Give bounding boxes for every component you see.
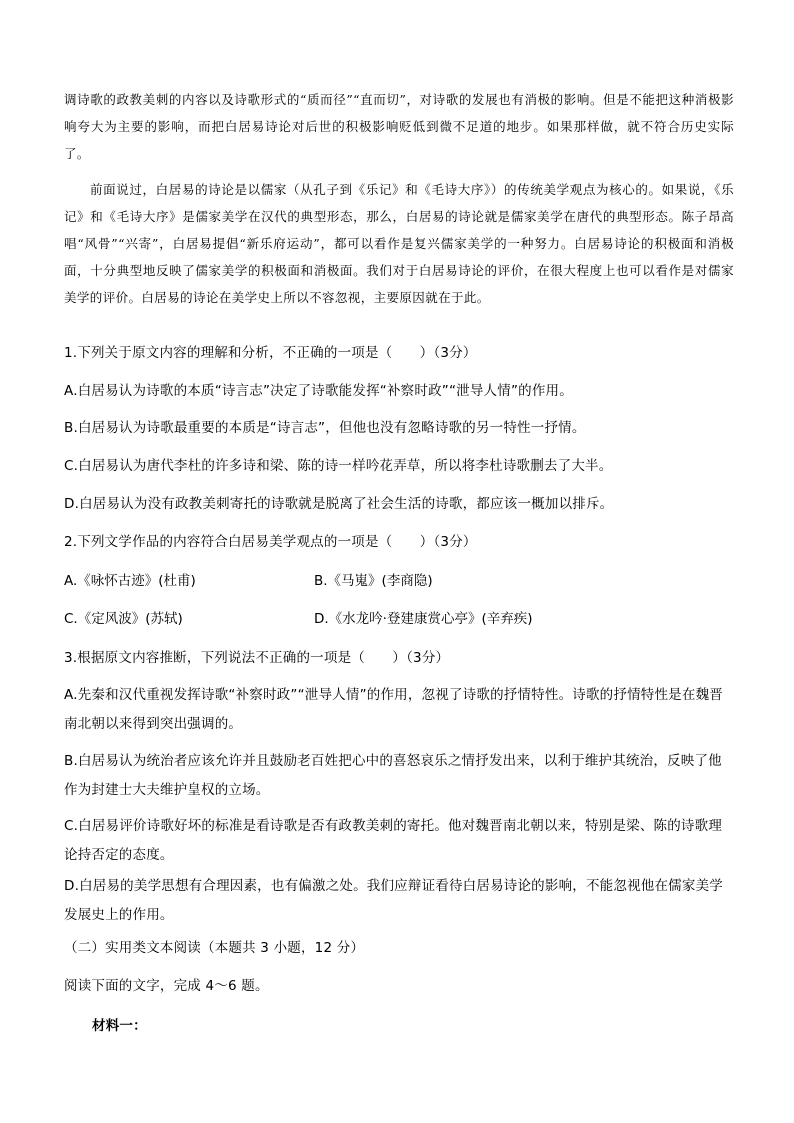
question-1-option-d: D.白居易认为没有政教美刺寄托的诗歌就是脱离了社会生活的诗歌，都应该一概加以排斥。 xyxy=(64,496,614,512)
passage-paragraph-1: 调诗歌的政教美刺的内容以及诗歌形式的“质而径”“直而切”，对诗歌的发展也有消极的影响。但是不能把这种消极影响夸大为主要的影响，而把白居易诗论对后世的积极影响贬低到微不足道的地步。如果那样做，就不符合历史实际了。 xyxy=(64,92,734,161)
question-1-option-a: A.白居易认为诗歌的本质“诗言志”决定了诗歌能发挥“补察时政”“泄导人情”的作用。 xyxy=(64,383,573,399)
question-2-option-c: C.《定风波》(苏轼) xyxy=(64,611,183,627)
question-2-stem: 2.下列文学作品的内容符合白居易美学观点的一项是（ ）（3分） xyxy=(64,534,477,550)
material-one-label: 材料一： xyxy=(92,1018,147,1034)
question-3-option-a: A.先秦和汉代重视发挥诗歌“补察时政”“泄导人情”的作用，忽视了诗歌的抒情特性。诗歌的抒情特性是在魏晋南北朝以来得到突出强调的。 xyxy=(64,687,723,732)
section-2-heading: （二）实用类文本阅读（本题共 3 小题，12 分） xyxy=(64,940,365,956)
section-2-instruction: 阅读下面的文字，完成 4～6 题。 xyxy=(64,978,269,994)
question-3-option-b: B.白居易认为统治者应该允许并且鼓励老百姓把心中的喜怒哀乐之情抒发出来，以利于维护其统治，反映了他作为封建士大夫维护皇权的立场。 xyxy=(64,753,722,798)
question-2-option-d: D.《水龙吟·登建康赏心亭》(辛弃疾) xyxy=(314,611,533,627)
question-2-option-b: B.《马嵬》(李商隐) xyxy=(314,573,433,589)
question-1-option-c: C.白居易认为唐代李杜的许多诗和梁、陈的诗一样吟花弄草，所以将李杜诗歌删去了大半。 xyxy=(64,458,613,474)
question-3-option-c: C.白居易评价诗歌好坏的标准是看诗歌是否有政教美刺的寄托。他对魏晋南北朝以来，特别是梁、陈的诗歌理论持否定的态度。 xyxy=(64,818,723,863)
question-3-option-d: D.白居易的美学思想有合理因素，也有偏激之处。我们应辩证看待白居易诗论的影响，不能忽视他在儒家美学发展史上的作用。 xyxy=(64,878,723,923)
question-2-option-a: A.《咏怀古迹》(杜甫) xyxy=(64,573,196,589)
question-3-stem: 3.根据原文内容推断，下列说法不正确的一项是（ ）（3分） xyxy=(64,650,450,666)
passage-paragraph-2: 前面说过，白居易的诗论是以儒家（从孔子到《乐记》和《毛诗大序》）的传统美学观点为核心的。如果说，《乐记》和《毛诗大序》是儒家美学在汉代的典型形态，那么，白居易的诗论就是儒家美学在唐代的典型形态。陈子昂高唱“风骨”“兴寄”，白居易提倡“新乐府运动”，都可以看作是复兴儒家美学的一种努力。白居易诗论的积极面和消极面，十分典型地反映了儒家美学的积极面和消极面。我们对于白居易诗论的评价，在很大程度上也可以看作是对儒家美学的评价。白居易的诗论在美学史上所以不容忽视，主要原因就在于此。 xyxy=(64,182,734,305)
question-2-options-row-2 xyxy=(64,609,734,629)
question-1-stem: 1.下列关于原文内容的理解和分析，不正确的一项是（ ）（3分） xyxy=(64,345,477,361)
question-2-options-row-1 xyxy=(64,571,734,591)
question-1-option-b: B.白居易认为诗歌最重要的本质是“诗言志”，但他也没有忽略诗歌的另一特性一抒情。 xyxy=(64,420,586,436)
